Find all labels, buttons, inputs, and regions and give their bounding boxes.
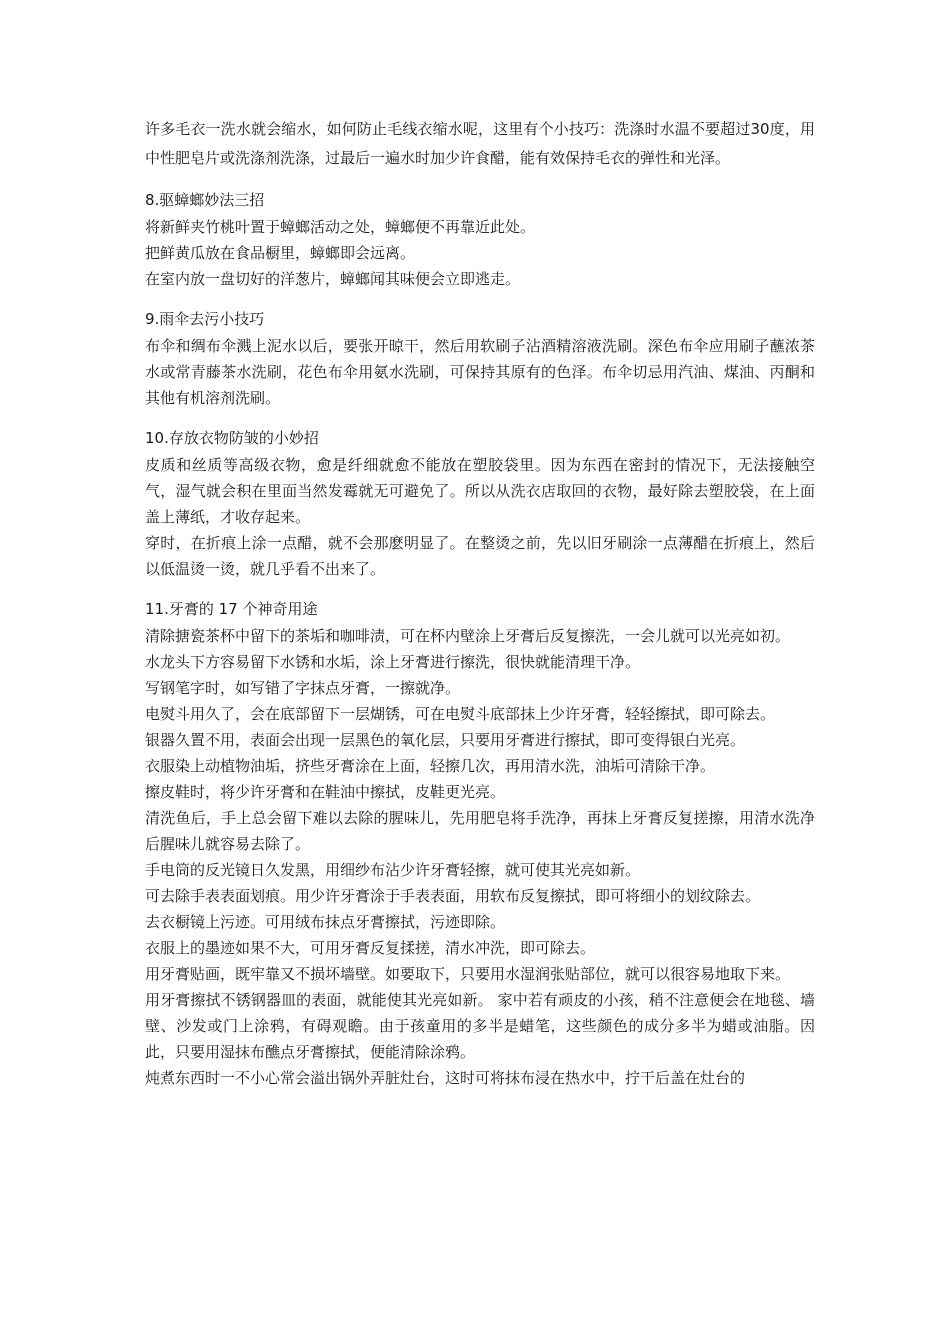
paragraph: 用牙膏擦拭不锈钢器皿的表面，就能使其光亮如新。 家中若有顽皮的小孩，稍不注意便会在地毯、墙壁、沙发或门上涂鸦，有碍观瞻。由于孩童用的多半是蜡笔，这些颜色的成分多半为蜡或油脂。因此，只要用湿抹布醮点牙膏擦拭，便能清除涂鸦。 [145, 991, 815, 1061]
section-clothes-storage [145, 425, 815, 582]
paragraph: 将新鲜夹竹桃叶置于蟑螂活动之处，蟑螂便不再靠近此处。 [145, 218, 536, 236]
section-title: 9.雨伞去污小技巧 [145, 310, 265, 328]
paragraph: 擦皮鞋时，将少许牙膏和在鞋油中擦拭，皮鞋更光亮。 [145, 783, 506, 801]
paragraph: 布伞和绸布伞溅上泥水以后，要张开晾干，然后用软刷子沾酒精溶液洗刷。深色布伞应用刷子蘸浓茶水或常青藤茶水洗刷，花色布伞用氨水洗刷，可保持其原有的色泽。布伞切忌用汽油、煤油、丙酮和其他有机溶剂洗刷。 [145, 337, 815, 407]
section-cockroach [145, 187, 815, 292]
paragraph: 皮质和丝质等高级衣物，愈是纤细就愈不能放在塑胶袋里。因为东西在密封的情况下，无法接触空气，湿气就会积在里面当然发霉就无可避免了。所以从洗衣店取回的衣物，最好除去塑胶袋，在上面盖上薄纸，才收存起来。 [145, 456, 815, 526]
paragraph: 清洗鱼后，手上总会留下难以去除的腥味儿，先用肥皂将手洗净，再抹上牙膏反复搓擦，用清水洗净后腥味儿就容易去除了。 [145, 809, 815, 853]
section-title: 10.存放衣物防皱的小妙招 [145, 429, 319, 447]
paragraph: 炖煮东西时一不小心常会溢出锅外弄脏灶台，这时可将抹布浸在热水中，拧干后盖在灶台的 [145, 1069, 746, 1087]
paragraph: 手电筒的反光镜日久发黑，用细纱布沾少许牙膏轻擦，就可使其光亮如新。 [145, 861, 641, 879]
paragraph: 衣服染上动植物油垢，挤些牙膏涂在上面，轻擦几次，再用清水洗，油垢可清除干净。 [145, 757, 716, 775]
intro-paragraph: 许多毛衣一洗水就会缩水，如何防止毛线衣缩水呢，这里有个小技巧：洗涤时水温不要超过30度，用中性肥皂片或洗涤剂洗涤，过最后一遍水时加少许食醋，能有效保持毛衣的弹性和光泽。 [145, 120, 815, 167]
paragraph: 在室内放一盘切好的洋葱片，蟑螂闻其味便会立即逃走。 [145, 270, 521, 288]
section-umbrella [145, 306, 815, 411]
paragraph: 清除搪瓷茶杯中留下的茶垢和咖啡渍，可在杯内壁涂上牙膏后反复擦洗，一会儿就可以光亮如初。 [145, 627, 791, 645]
document-page [145, 115, 815, 1091]
section-title: 11.牙膏的 17 个神奇用途 [145, 600, 318, 618]
section-toothpaste [145, 596, 815, 1091]
paragraph: 去衣橱镜上污迹。可用绒布抹点牙膏擦拭，污迹即除。 [145, 913, 506, 931]
paragraph: 电熨斗用久了，会在底部留下一层煳锈，可在电熨斗底部抹上少许牙膏，轻轻擦拭，即可除去。 [145, 705, 776, 723]
paragraph: 穿时，在折痕上涂一点醋，就不会那麽明显了。在整烫之前，先以旧牙刷涂一点薄醋在折痕上，然后以低温烫一烫，就几乎看不出来了。 [145, 534, 815, 578]
section-title: 8.驱蟑螂妙法三招 [145, 191, 265, 209]
paragraph: 衣服上的墨迹如果不大，可用牙膏反复揉搓，清水冲洗，即可除去。 [145, 939, 596, 957]
paragraph: 写钢笔字时，如写错了字抹点牙膏，一擦就净。 [145, 679, 461, 697]
paragraph: 银器久置不用，表面会出现一层黑色的氧化层，只要用牙膏进行擦拭，即可变得银白光亮。 [145, 731, 746, 749]
paragraph: 水龙头下方容易留下水锈和水垢，涂上牙膏进行擦洗，很快就能清理干净。 [145, 653, 641, 671]
paragraph: 用牙膏贴画，既牢靠又不损坏墙壁。如要取下，只要用水湿润张贴部位，就可以很容易地取下来。 [145, 965, 791, 983]
paragraph: 可去除手表表面划痕。用少许牙膏涂于手表表面，用软布反复擦拭，即可将细小的划纹除去。 [145, 887, 761, 905]
paragraph: 把鲜黄瓜放在食品橱里，蟑螂即会远离。 [145, 244, 416, 262]
